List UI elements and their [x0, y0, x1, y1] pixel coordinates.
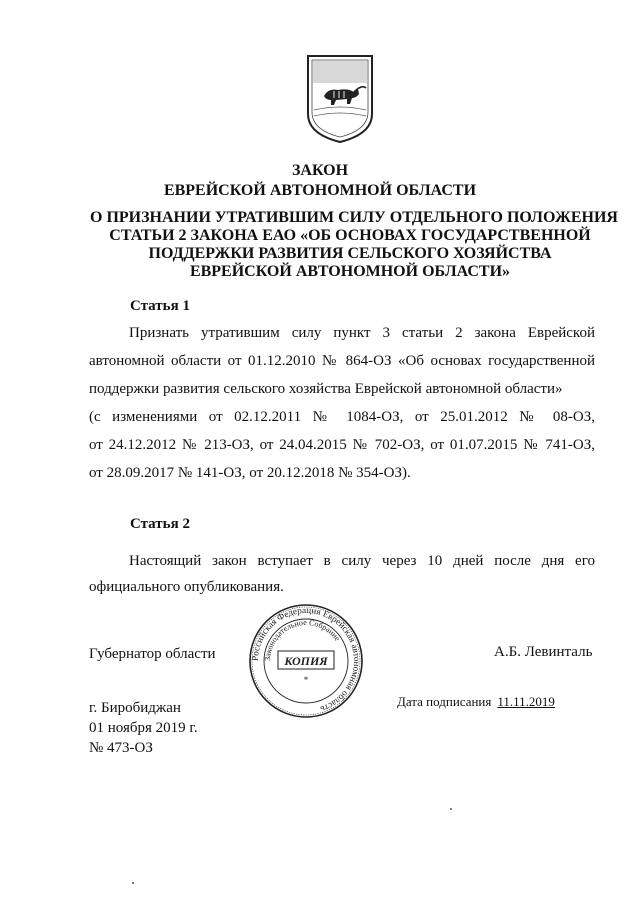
city: г. Биробиджан — [89, 700, 181, 716]
article-2-heading: Статья 2 — [130, 516, 190, 532]
speck — [132, 882, 134, 884]
document-subtitle — [90, 209, 618, 281]
text-line: от 28.09.2017 № 141-ОЗ, от 20.12.2018 № 354-ОЗ). — [89, 465, 411, 481]
governor-name: А.Б. Левинталь — [494, 644, 593, 660]
text-line: (с изменениями от 02.12.2011 № 1084-ОЗ, от 25.01.2012 № 08-ОЗ, — [89, 409, 595, 425]
document-title-region: ЕВРЕЙСКОЙ АВТОНОМНОЙ ОБЛАСТИ — [163, 182, 477, 199]
document-title: ЗАКОН — [291, 162, 349, 179]
coat-of-arms-icon — [304, 52, 376, 144]
subtitle-line: О ПРИЗНАНИИ УТРАТИВШИМ СИЛУ ОТДЕЛЬНОГО ПОЛОЖЕНИЯ — [90, 209, 618, 226]
governor-label: Губернатор области — [89, 646, 216, 662]
adoption-date: 01 ноября 2019 г. — [89, 720, 198, 736]
seal-inner-text: Законодательное Собрание — [262, 617, 342, 662]
subtitle-line: ПОДДЕРЖКИ РАЗВИТИЯ СЕЛЬСКОГО ХОЗЯЙСТВА — [148, 245, 552, 262]
text-line: поддержки развития сельского хозяйства Еврейской автономной области» — [89, 381, 563, 397]
seal-center-text: КОПИЯ — [284, 654, 328, 668]
speck — [450, 808, 452, 810]
subtitle-line: СТАТЬИ 2 ЗАКОНА ЕАО «ОБ ОСНОВАХ ГОСУДАРСТВЕННОЙ — [109, 227, 591, 244]
seal-ring-text: Российская Федерация Еврейская автономная область — [249, 604, 363, 715]
signing-date-value: 11.11.2019 — [497, 694, 555, 709]
text-line: Признать утратившим силу пункт 3 статьи 2 закона Еврейской — [129, 325, 595, 341]
signing-date — [397, 694, 555, 710]
seal-star-icon: * — [303, 675, 309, 685]
text-line: Настоящий закон вступает в силу через 10 дней после дня его — [129, 553, 595, 569]
official-seal — [248, 603, 364, 719]
text-line: официального опубликования. — [89, 579, 284, 595]
article-1-heading: Статья 1 — [130, 298, 190, 314]
text-line: от 24.12.2012 № 213-ОЗ, от 24.04.2015 № 702-ОЗ, от 01.07.2015 № 741-ОЗ, — [89, 437, 595, 453]
signing-date-label: Дата подписания — [397, 694, 492, 709]
law-number: № 473-ОЗ — [89, 740, 153, 756]
subtitle-line: ЕВРЕЙСКОЙ АВТОНОМНОЙ ОБЛАСТИ» — [189, 263, 511, 280]
text-line: автономной области от 01.12.2010 № 864-ОЗ «Об основах государственной — [89, 353, 595, 369]
